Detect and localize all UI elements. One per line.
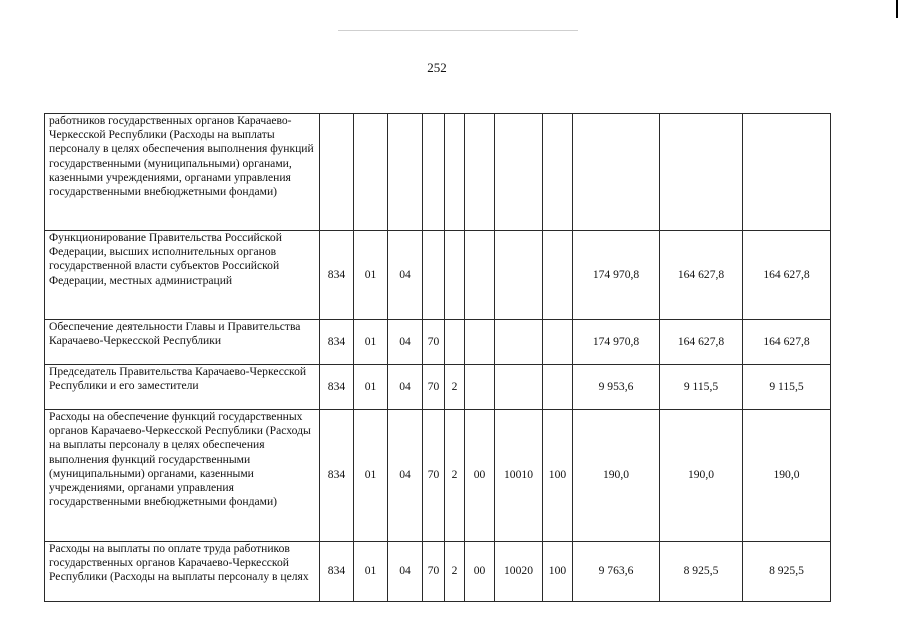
cell-sum-3: 164 627,8 [743,320,831,365]
row-name: Функционирование Правительства Российской Федерации, высших исполнительных органов государственной власти субъектов Российской Федерации, местных администраций [45,231,320,320]
cell-sum-1 [573,114,660,231]
cell-subprogram: 2 [445,542,465,602]
cell-sum-2: 9 115,5 [660,365,743,410]
cell-ved: 834 [320,231,354,320]
cell-sum-1: 190,0 [573,410,660,542]
cell-rz: 01 [354,320,388,365]
cell-direction [495,114,543,231]
cell-ved: 834 [320,410,354,542]
cell-sum-2 [660,114,743,231]
cell-sum-2: 164 627,8 [660,320,743,365]
cell-main-measure: 00 [465,542,495,602]
cell-program: 70 [423,365,445,410]
page-number: 252 [427,60,447,75]
cell-sum-2: 164 627,8 [660,231,743,320]
cell-sum-1: 174 970,8 [573,231,660,320]
table-row [45,365,831,410]
cell-direction: 10020 [495,542,543,602]
cell-ved: 834 [320,320,354,365]
cell-rz: 01 [354,231,388,320]
cell-subprogram: 2 [445,410,465,542]
cell-vr: 100 [543,410,573,542]
cell-program: 70 [423,410,445,542]
cell-subprogram [445,231,465,320]
cell-main-measure [465,320,495,365]
table-row [45,410,831,542]
cell-sum-1: 9 763,6 [573,542,660,602]
row-name: Председатель Правительства Карачаево-Черкесской Республики и его заместители [45,365,320,410]
cell-rz [354,114,388,231]
cell-sum-3: 9 115,5 [743,365,831,410]
cell-direction [495,231,543,320]
table-row [45,320,831,365]
cell-sum-3: 164 627,8 [743,231,831,320]
cell-ved: 834 [320,542,354,602]
row-name: работников государственных органов Карачаево-Черкесской Республики (Расходы на выплаты персоналу в целях обеспечения выполнения функций государственными (муниципальными) органами, казенными учреждениями, органами управления государственными внебюджетными фондами) [45,114,320,231]
cell-sum-1: 174 970,8 [573,320,660,365]
cell-pr: 04 [388,410,423,542]
cell-main-measure: 00 [465,410,495,542]
cell-subprogram: 2 [445,365,465,410]
row-name: Расходы на выплаты по оплате труда работников государственных органов Карачаево-Черкесской Республики (Расходы на выплаты персоналу в целях [45,542,320,602]
cell-main-measure [465,231,495,320]
cell-sum-3: 190,0 [743,410,831,542]
cell-main-measure [465,114,495,231]
cell-sum-2: 190,0 [660,410,743,542]
cell-vr [543,114,573,231]
header-smudge [338,30,578,31]
cell-program: 70 [423,542,445,602]
row-name: Обеспечение деятельности Главы и Правительства Карачаево-Черкесской Республики [45,320,320,365]
table-row [45,231,831,320]
cell-pr: 04 [388,365,423,410]
scan-edge-mark [896,0,898,18]
cell-main-measure [465,365,495,410]
cell-direction: 10010 [495,410,543,542]
cell-sum-2: 8 925,5 [660,542,743,602]
cell-vr [543,320,573,365]
cell-rz: 01 [354,410,388,542]
table-row [45,542,831,602]
cell-program: 70 [423,320,445,365]
cell-vr [543,231,573,320]
cell-sum-1: 9 953,6 [573,365,660,410]
row-name: Расходы на обеспечение функций государственных органов Карачаево-Черкесской Республики (Расходы на выплаты персоналу в целях обеспечения выполнения функций государственными (муниципальными) органами, казенными учреждениями, органами управления государственными внебюджетными фондами) [45,410,320,542]
budget-table [44,113,831,602]
cell-sum-3 [743,114,831,231]
cell-ved: 834 [320,365,354,410]
table-row [45,114,831,231]
cell-ved [320,114,354,231]
cell-rz: 01 [354,365,388,410]
cell-pr: 04 [388,231,423,320]
cell-program [423,231,445,320]
cell-sum-3: 8 925,5 [743,542,831,602]
cell-vr [543,365,573,410]
cell-subprogram [445,320,465,365]
cell-pr [388,114,423,231]
cell-vr: 100 [543,542,573,602]
cell-rz: 01 [354,542,388,602]
cell-direction [495,320,543,365]
cell-direction [495,365,543,410]
cell-pr: 04 [388,320,423,365]
cell-subprogram [445,114,465,231]
cell-pr: 04 [388,542,423,602]
cell-program [423,114,445,231]
